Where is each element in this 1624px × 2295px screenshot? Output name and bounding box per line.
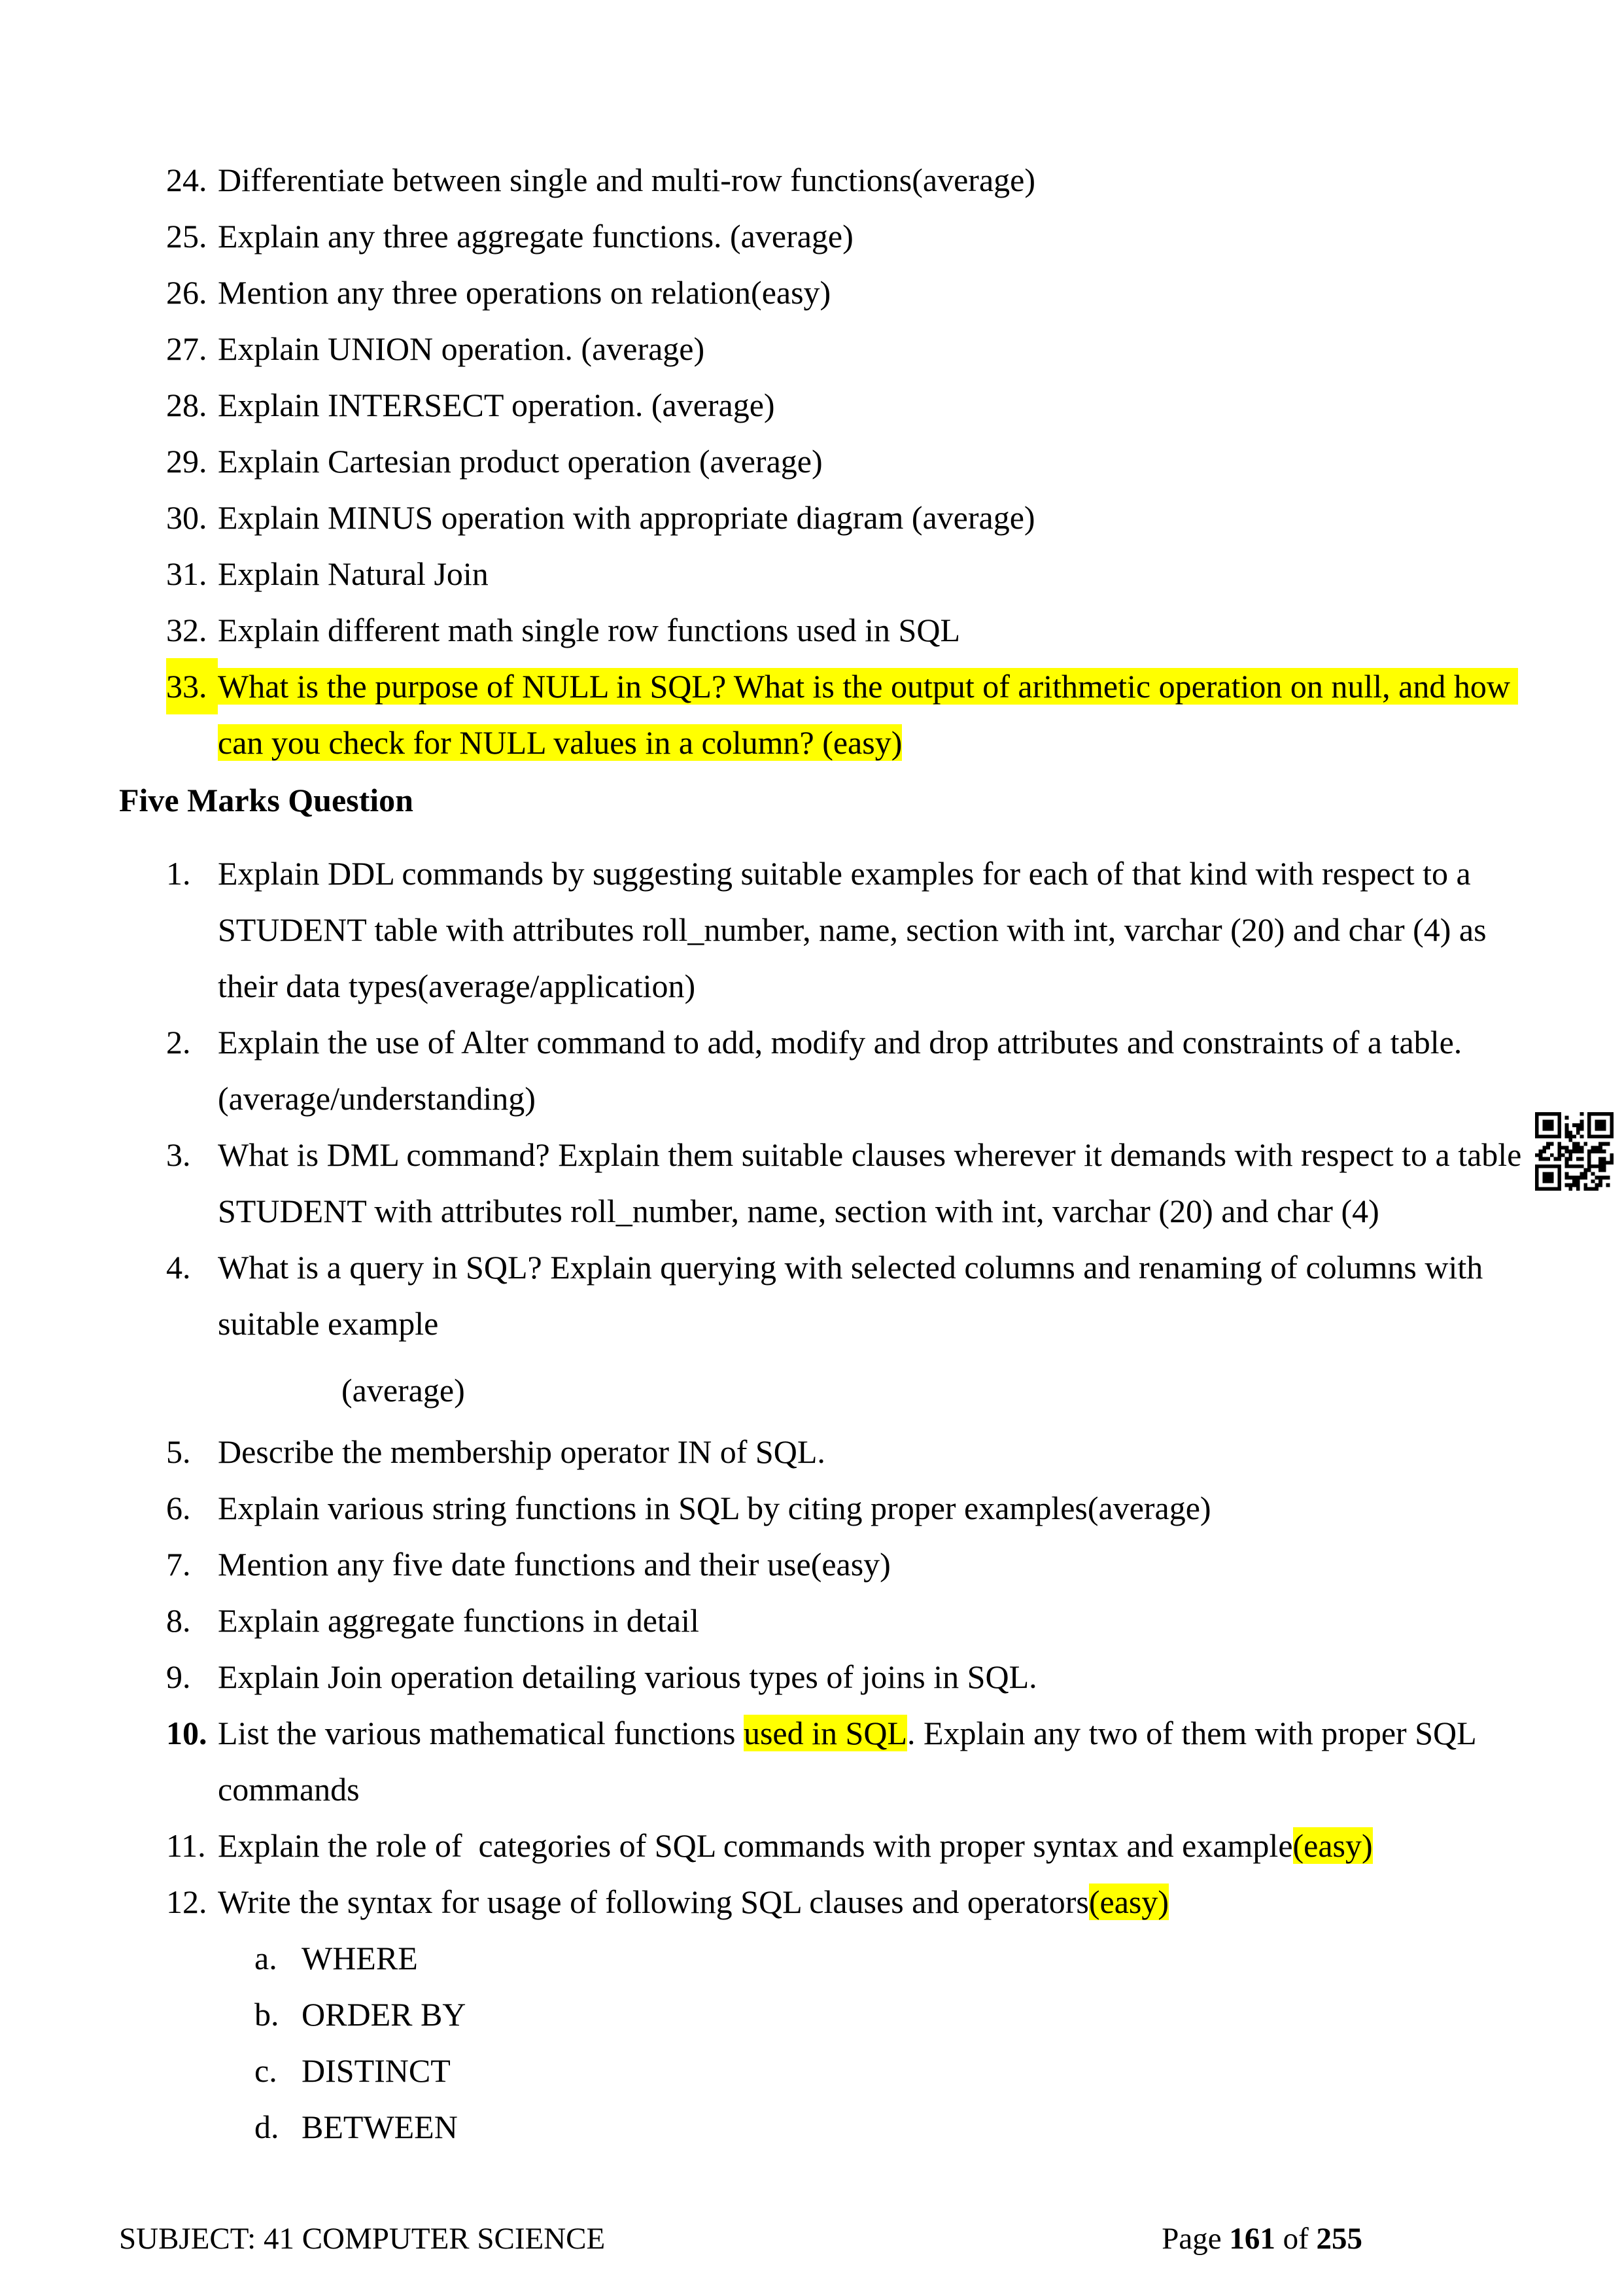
question-item (166, 1480, 1539, 1536)
question-number: 2. (166, 1024, 191, 1060)
footer-page-text: 161 (1229, 2222, 1275, 2256)
question-number: 4. (166, 1249, 191, 1286)
question-text (218, 602, 1539, 658)
question-text (218, 1127, 1539, 1239)
highlighted-text: used in SQL (743, 1715, 907, 1751)
question-text (218, 1705, 1539, 1817)
question-item (166, 1536, 1539, 1592)
question-item (166, 1014, 1539, 1127)
footer-subject: SUBJECT: 41 COMPUTER SCIENCE (119, 2222, 606, 2256)
section-heading: Five Marks Question (119, 782, 413, 818)
question-text (218, 377, 1539, 433)
text-segment: Explain various string functions in SQL by citing proper examples(average) (218, 1490, 1211, 1526)
text-segment: Explain the role of categories of SQL commands with proper syntax and example (218, 1827, 1293, 1864)
highlighted-text: (easy) (1088, 1883, 1169, 1920)
question-subitem (254, 2042, 1539, 2099)
question-text (218, 1592, 1539, 1649)
question-number: 7. (166, 1546, 191, 1583)
question-text (218, 1014, 1539, 1127)
question-text (218, 546, 1539, 602)
question-item (166, 321, 1539, 377)
question-subitem (254, 1986, 1539, 2042)
question-text (218, 1874, 1539, 1930)
text-segment: Write the syntax for usage of following SQL clauses and operators (218, 1883, 1089, 1920)
subitem-text: BETWEEN (302, 2109, 458, 2145)
question-item (166, 489, 1539, 546)
question-number: 1. (166, 855, 191, 892)
highlighted-text: What is the purpose of NULL in SQL? What is the output of arithmetic operation on null, and how can you check for NULL values in a column? (easy) (218, 668, 1519, 761)
question-item (166, 208, 1539, 264)
text-segment: Explain DDL commands by suggesting suitable examples for each of that kind with respect to a STUDENT table with attributes roll_number, name, section with int, varchar (20) and char (4) as their data types(average/application) (218, 855, 1495, 1004)
question-number: 26. (166, 274, 207, 311)
question-number: 6. (166, 1490, 191, 1526)
question-text (218, 1480, 1539, 1536)
question-text (218, 489, 1539, 546)
footer-page-text: of (1275, 2222, 1317, 2256)
question-number: 24. (166, 162, 207, 198)
question-item (166, 602, 1539, 658)
text-segment: Differentiate between single and multi-row functions(average) (218, 162, 1035, 198)
subitem-text: DISTINCT (302, 2052, 451, 2089)
question-text (218, 1424, 1539, 1480)
text-segment: Explain MINUS operation with appropriate diagram (average) (218, 499, 1035, 536)
question-item (166, 264, 1539, 321)
question-text (218, 845, 1539, 1014)
subitem-label: a. (254, 1940, 277, 1976)
text-segment: Explain Cartesian product operation (average) (218, 443, 823, 480)
question-item (166, 377, 1539, 433)
question-number: 25. (166, 218, 207, 254)
question-number: 9. (166, 1658, 191, 1695)
question-text (218, 1649, 1539, 1705)
subitem-label: d. (254, 2109, 279, 2145)
question-item (166, 1239, 1539, 1352)
page-footer (119, 2220, 1539, 2257)
text-segment: Explain the use of Alter command to add, modify and drop attributes and constraints of a table. (average/understanding) (218, 1024, 1470, 1117)
question-number: 8. (166, 1602, 191, 1639)
text-segment: List the various mathematical functions (218, 1715, 744, 1751)
footer-page-indicator (1162, 2220, 1362, 2257)
text-segment: Explain INTERSECT operation. (average) (218, 387, 775, 423)
five-marks-question-list (166, 845, 1539, 2155)
text-segment: What is DML command? Explain them suitable clauses wherever it demands with respect to a table STUDENT with attributes roll_number, name, section with int, varchar (20) and char (4) (218, 1136, 1530, 1229)
question-text (218, 658, 1539, 771)
question-item (166, 1424, 1539, 1480)
question-number: 33. (166, 658, 218, 714)
question-number: 30. (166, 499, 207, 536)
question-text (218, 264, 1539, 321)
text-segment: Explain UNION operation. (average) (218, 330, 705, 367)
question-text (218, 1817, 1539, 1874)
question-text (218, 152, 1539, 208)
question-text (218, 208, 1539, 264)
question-item (166, 658, 1539, 771)
question-subitem (254, 2099, 1539, 2155)
question-number: 11. (166, 1827, 206, 1864)
subitem-text: WHERE (302, 1940, 418, 1976)
question-text (218, 321, 1539, 377)
text-segment: Explain aggregate functions in detail (218, 1602, 699, 1639)
question-text (218, 1239, 1539, 1352)
text-segment: . Explain any two of them with proper SQL commands (218, 1715, 1484, 1808)
subitem-text: ORDER BY (302, 1996, 466, 2033)
text-segment: Explain Natural Join (218, 555, 489, 592)
question-text (218, 433, 1539, 489)
question-number: 32. (166, 612, 207, 648)
question-number: 29. (166, 443, 207, 480)
text-segment: Explain different math single row functions used in SQL (218, 612, 960, 648)
question-number: 27. (166, 330, 207, 367)
two-marks-question-list (166, 152, 1539, 771)
question-item (166, 546, 1539, 602)
question-item (166, 1705, 1539, 1817)
question-item (166, 1874, 1539, 1930)
highlighted-text: (easy) (1292, 1827, 1373, 1864)
subitem-label: c. (254, 2052, 277, 2089)
question-number: 5. (166, 1433, 191, 1470)
question-item (166, 1592, 1539, 1649)
question-number: 12. (166, 1883, 207, 1920)
question-subitem (254, 1930, 1539, 1986)
question-number: 28. (166, 387, 207, 423)
qr-code (1535, 1112, 1614, 1191)
text-segment: Mention any three operations on relation(easy) (218, 274, 831, 311)
question-item (166, 1127, 1539, 1239)
question-number: 31. (166, 555, 207, 592)
question-item (166, 1649, 1539, 1705)
question-item (166, 433, 1539, 489)
text-segment: What is a query in SQL? Explain querying with selected columns and renaming of columns with suitable example (218, 1249, 1491, 1342)
question-item (166, 1817, 1539, 1874)
text-segment: Explain Join operation detailing various types of joins in SQL. (218, 1658, 1037, 1695)
question-continuation: (average) (341, 1372, 465, 1409)
question-item (166, 845, 1539, 1014)
question-number: 10. (166, 1715, 207, 1751)
question-text (218, 1536, 1539, 1592)
question-item (166, 152, 1539, 208)
text-segment: Mention any five date functions and their use(easy) (218, 1546, 891, 1583)
footer-page-text: 255 (1316, 2222, 1362, 2256)
text-segment: Describe the membership operator IN of SQL. (218, 1433, 825, 1470)
question-number: 3. (166, 1136, 191, 1173)
text-segment: Explain any three aggregate functions. (average) (218, 218, 854, 254)
subitem-label: b. (254, 1996, 279, 2033)
footer-page-text: Page (1162, 2222, 1230, 2256)
